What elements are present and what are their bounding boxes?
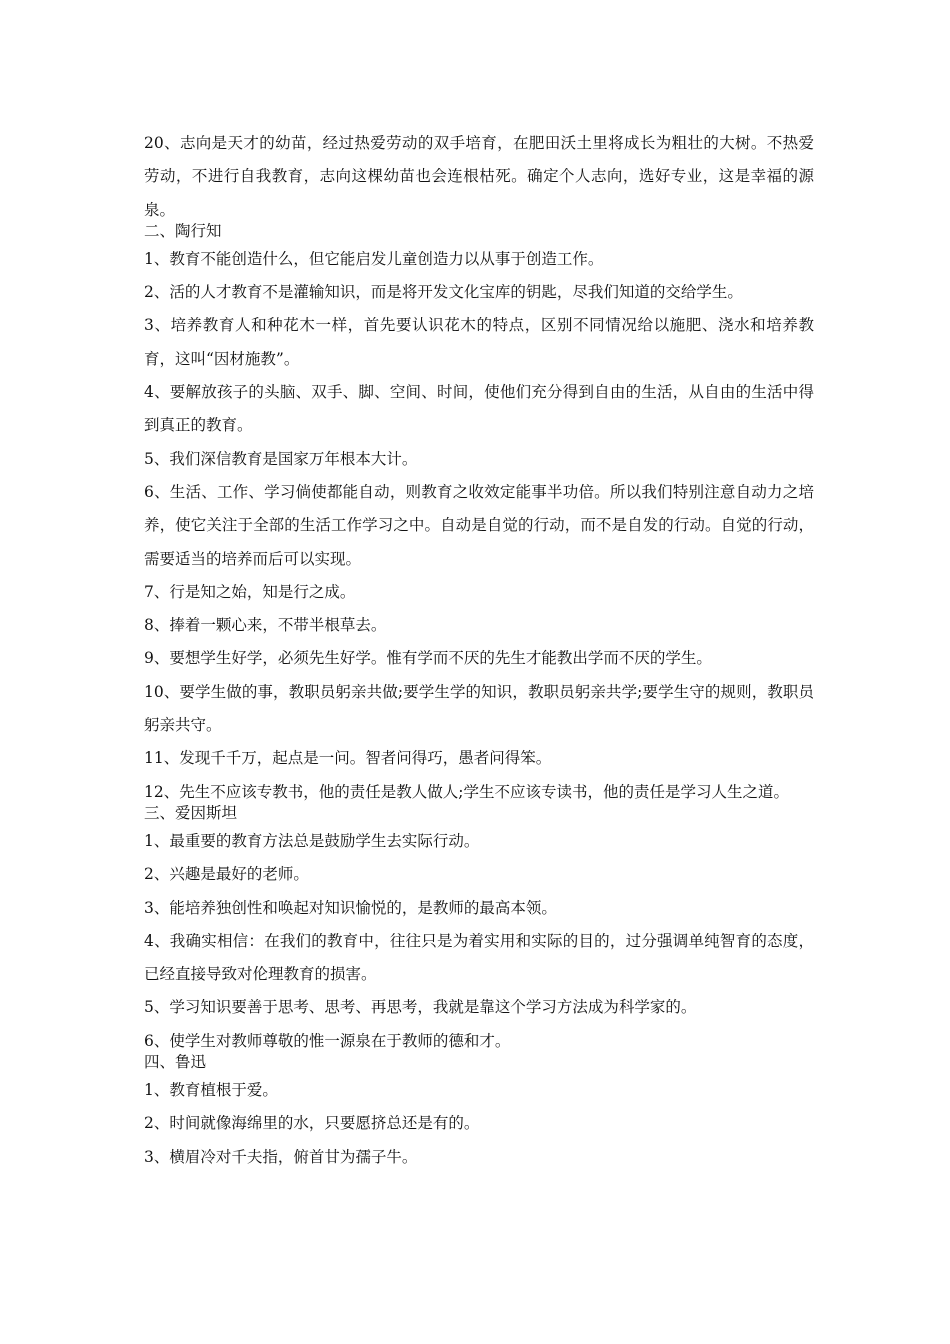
paragraph: 8、捧着一颗心来，不带半根草去。 [144, 616, 387, 635]
paragraph: 4、要解放孩子的头脑、双手、脚、空间、时间，使他们充分得到自由的生活，从自由的生活中得到真正的教育。 [144, 383, 814, 435]
paragraph: 1、教育不能创造什么，但它能启发儿童创造力以从事于创造工作。 [144, 249, 604, 268]
paragraph: 11、发现千千万，起点是一问。智者问得巧，愚者问得笨。 [144, 749, 552, 768]
section-heading: 三、爱因斯坦 [144, 803, 238, 822]
paragraph: 9、要想学生好学，必须先生好学。惟有学而不厌的先生才能教出学而不厌的学生。 [144, 649, 712, 668]
paragraph: 5、我们深信教育是国家万年根本大计。 [144, 449, 418, 468]
document-body [144, 127, 814, 1174]
section-heading: 二、陶行知 [144, 221, 222, 240]
section-heading: 四、鲁迅 [144, 1053, 207, 1072]
paragraph: 4、我确实相信：在我们的教育中，往往只是为着实用和实际的目的，过分强调单纯智育的态度，已经直接导致对伦理教育的损害。 [144, 931, 814, 984]
paragraph: 1、最重要的教育方法总是鼓励学生去实际行动。 [144, 831, 480, 850]
paragraph: 3、横眉冷对千夫指，俯首甘为孺子牛。 [144, 1147, 418, 1166]
paragraph: 5、学习知识要善于思考、思考、再思考，我就是靠这个学习方法成为科学家的。 [144, 998, 697, 1017]
paragraph: 3、能培养独创性和唤起对知识愉悦的，是教师的最高本领。 [144, 898, 557, 917]
paragraph: 3、培养教育人和种花木一样，首先要认识花木的特点，区别不同情况给以施肥、浇水和培养教育，这叫“因材施教”。 [144, 316, 814, 368]
paragraph: 12、先生不应该专教书，他的责任是教人做人;学生不应该专读书，他的责任是学习人生之道。 [144, 782, 789, 801]
paragraph: 10、要学生做的事，教职员躬亲共做;要学生学的知识，教职员躬亲共学;要学生守的规则，教职员躬亲共守。 [144, 682, 814, 735]
paragraph: 7、行是知之始，知是行之成。 [144, 582, 356, 601]
paragraph: 2、活的人才教育不是灌输知识，而是将开发文化宝库的钥匙，尽我们知道的交给学生。 [144, 283, 743, 302]
paragraph: 6、生活、工作、学习倘使都能自动，则教育之收效定能事半功倍。所以我们特别注意自动力之培养，使它关注于全部的生活工作学习之中。自动是自觉的行动，而不是自发的行动。自觉的行动，需要适当的培养而后可以实现。 [144, 482, 814, 568]
paragraph: 2、兴趣是最好的老师。 [144, 865, 309, 884]
paragraph: 20、志向是天才的幼苗，经过热爱劳动的双手培育，在肥田沃土里将成长为粗壮的大树。不热爱劳动，不进行自我教育，志向这棵幼苗也会连根枯死。确定个人志向，选好专业，这是幸福的源泉。 [144, 134, 814, 219]
paragraph: 2、时间就像海绵里的水，只要愿挤总还是有的。 [144, 1114, 480, 1133]
paragraph: 6、使学生对教师尊敬的惟一源泉在于教师的德和才。 [144, 1031, 511, 1050]
paragraph: 1、教育植根于爱。 [144, 1081, 278, 1100]
